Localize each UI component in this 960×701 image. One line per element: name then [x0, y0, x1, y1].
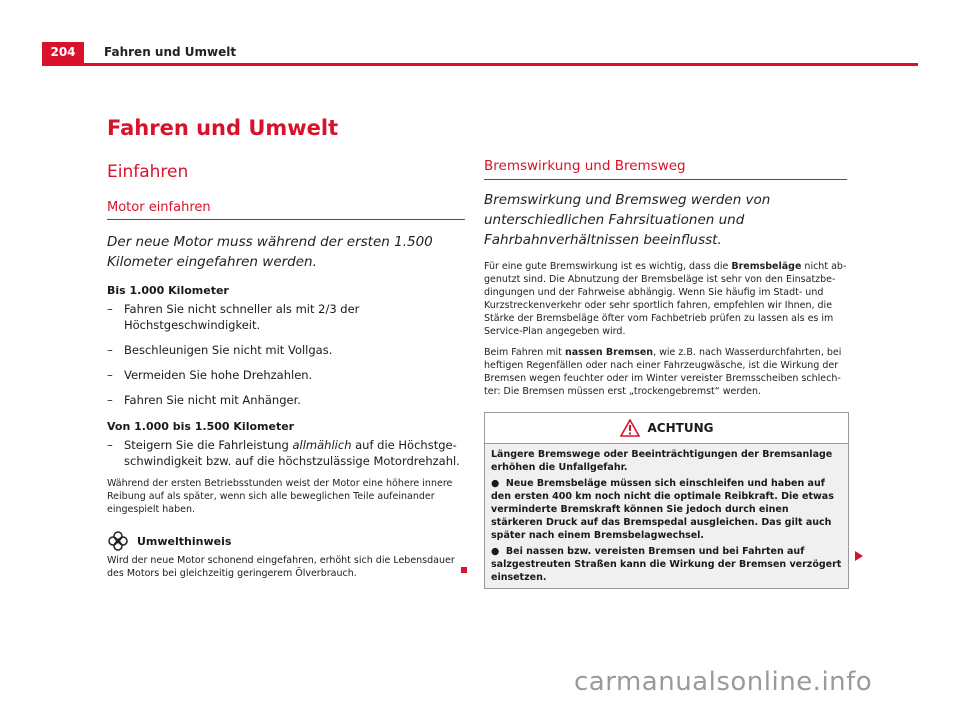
lead-text: Bremswirkung und Bremsweg werden von unterschiedlichen Fahrsituationen und Fahrbahnverhältnissen beeinflusst.: [484, 192, 771, 248]
lead-text: Der neue Motor muss während der ersten 1.500 Kilometer eingefahren werden.: [107, 234, 433, 270]
paragraph: Für eine gute Bremswirkung ist es wichtig, dass die Bremsbeläge nicht abgenutzt sind. Die Abnutzung der Bremsbeläge ist sehr von den Einsatzbedingungen und der Fahrweise abhängig. Wenn Sie häufig im Stadt- und Kurzstreckenverkehr oder sehr sportlich fahren, empfehlen wir Ihnen, die Stärke der Bremsbeläge öfter vom Fachbetrieb prüfen zu lassen als es im Service-Plan angegeben wird.: [484, 261, 847, 337]
list-item: – Fahren Sie nicht schneller als mit 2/3 der Höchstgeschwindigkeit.: [107, 302, 360, 332]
section-title: Einfahren: [107, 162, 189, 182]
list-item: – Steigern Sie die Fahrleistung allmählich auf die Höchstgeschwindigkeit bzw. auf die höchstzulässige Motordrehzahl.: [107, 438, 460, 468]
section-end-marker: [461, 567, 467, 573]
warning-triangle-icon: [620, 419, 640, 437]
watermark: carmanualsonline.info: [574, 667, 873, 697]
arrow-right-icon: [855, 551, 863, 561]
group1-title: Bis 1.000 Kilometer: [107, 284, 229, 297]
flower-icon: [107, 530, 129, 552]
right-column: [484, 158, 847, 589]
paragraph: Beim Fahren mit nassen Bremsen, wie z.B. nach Wasserdurchfahrten, bei heftigen Regenfällen oder nach einer Fahrzeugwäsche, ist die Wirkung der Bremsen wegen feuchter oder im Winter vereister Bremsscheiben schlechter: Die Bremsen müssen erst „trockengebremst“ werden.: [484, 347, 842, 397]
list-item: – Vermeiden Sie hohe Drehzahlen.: [107, 368, 313, 382]
page-number: 204: [42, 42, 84, 63]
environment-note: [107, 530, 465, 580]
environment-note-text: Wird der neue Motor schonend eingefahren, erhöht sich die Lebensdauer des Motors bei gleichzeitig geringerem Ölverbrauch.: [107, 555, 455, 579]
warning-body: [485, 444, 848, 588]
warning-bullet: ● Neue Bremsbeläge müssen sich einschleifen und haben auf den ersten 400 km noch nicht die optimale Reibkraft. Die etwas verminderte Bremskraft können Sie jedoch durch einen stärkeren Druck auf das Bremspedal ausgleichen. Das gilt auch später nach einem Bremsbelagwechsel.: [491, 478, 834, 541]
left-column: [107, 200, 465, 580]
paragraph: Während der ersten Betriebsstunden weist der Motor eine höhere innere Reibung auf als später, wenn sich alle beweglichen Teile aufeinander eingespielt haben.: [107, 478, 453, 515]
list-item: – Beschleunigen Sie nicht mit Vollgas.: [107, 343, 333, 357]
page-header: [42, 42, 918, 66]
group2-title: Von 1.000 bis 1.500 Kilometer: [107, 420, 295, 433]
page-title: Fahren und Umwelt: [107, 116, 339, 140]
warning-title: ACHTUNG: [647, 421, 714, 435]
warning-header: [485, 413, 848, 444]
subsection-heading: Motor einfahren: [107, 200, 465, 220]
subsection-heading: Bremswirkung und Bremsweg: [484, 158, 847, 180]
warning-bullet: ● Bei nassen bzw. vereisten Bremsen und bei Fahrten auf salzgestreuten Straßen kann die Wirkung der Bremsen verzögert einsetzen.: [491, 546, 842, 583]
warning-box: [484, 412, 849, 589]
warning-intro: Längere Bremswege oder Beeinträchtigungen der Bremsanlage erhöhen die Unfallgefahr.: [491, 449, 833, 473]
header-title: Fahren und Umwelt: [104, 45, 237, 59]
list-item: – Fahren Sie nicht mit Anhänger.: [107, 393, 301, 407]
environment-note-title: Umwelthinweis: [137, 534, 232, 548]
